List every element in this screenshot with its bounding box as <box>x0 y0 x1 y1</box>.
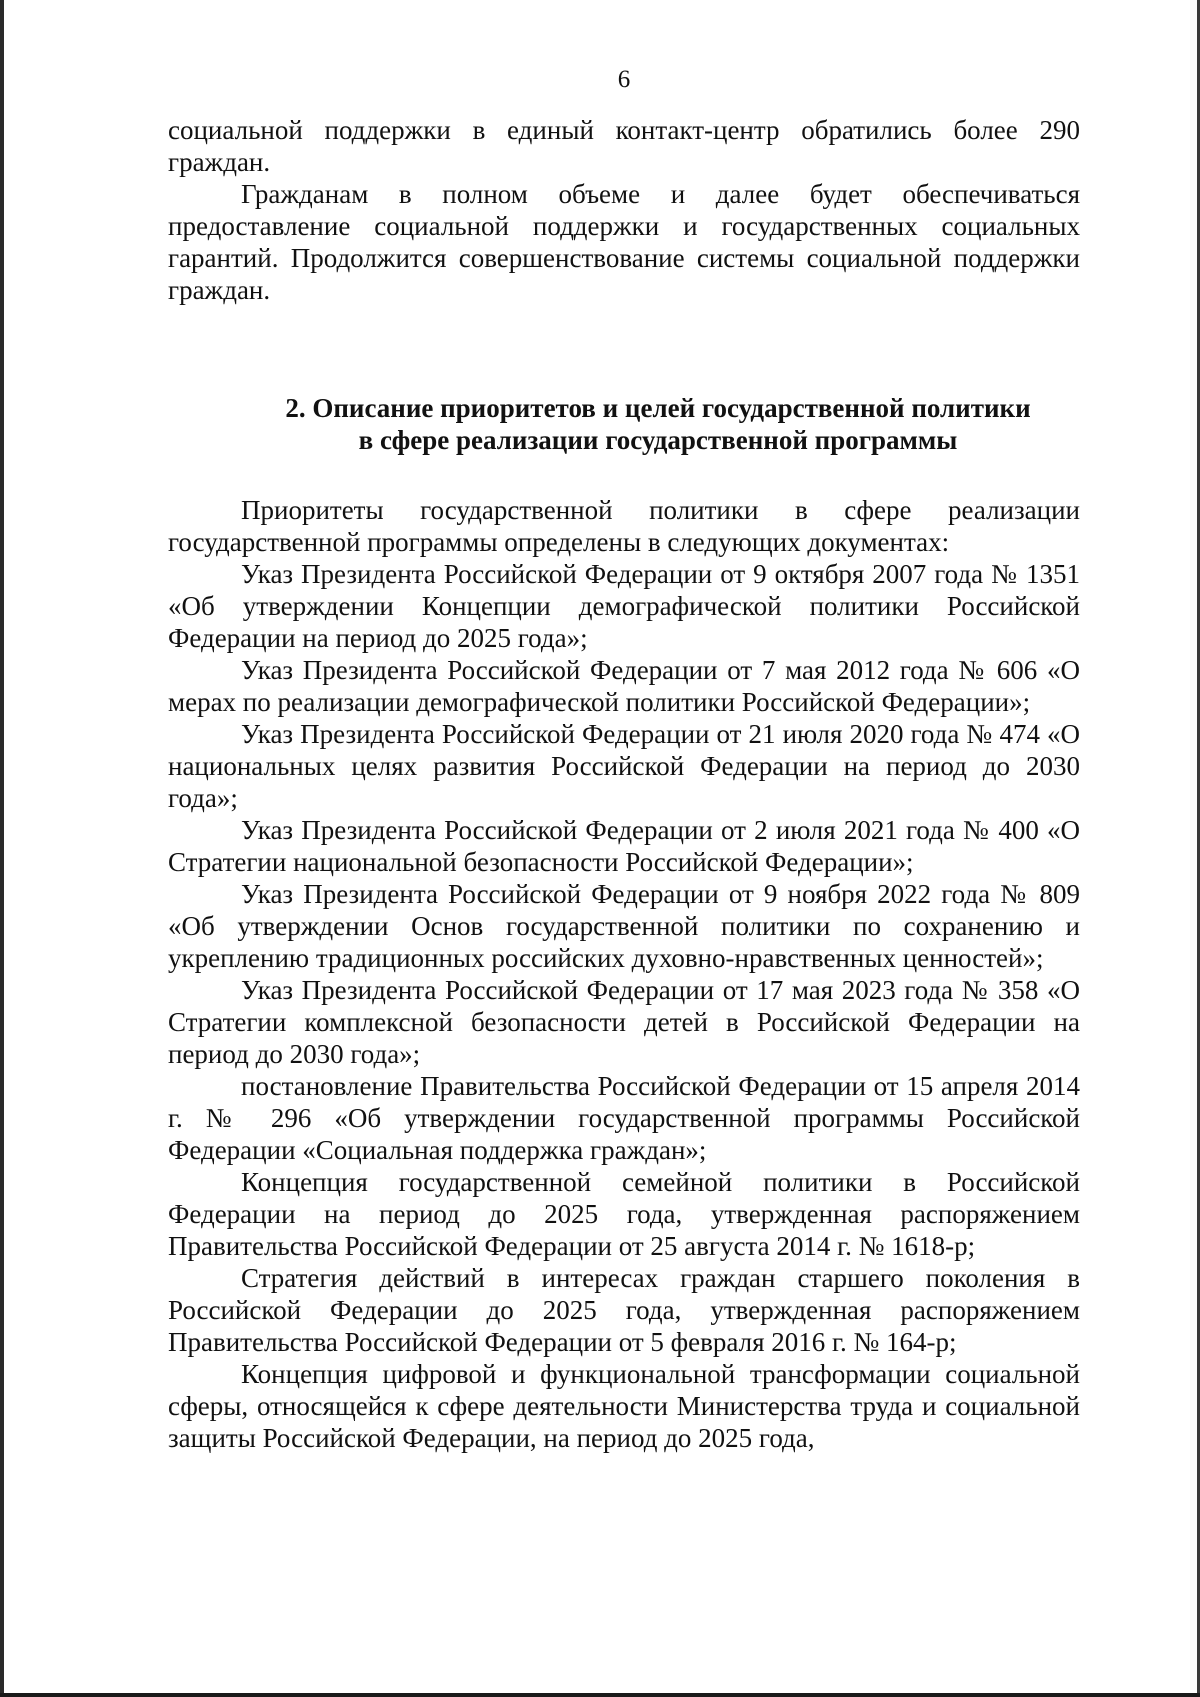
page-number: 6 <box>617 66 631 93</box>
section-heading <box>168 392 1080 456</box>
priorities-paragraph: Приоритеты государственной политики в сфере реализации государственной программы определены в следующих документах: <box>168 495 1080 557</box>
document-item: Указ Президента Российской Федерации от 9 ноября 2022 года № 809 «Об утверждении Основ государственной политики по сохранению и укреплению традиционных российских духовно-нравственных ценностей»; <box>168 879 1080 973</box>
section-heading-line-1: 2. Описание приоритетов и целей государственной политики <box>285 393 1031 423</box>
intro-paragraph: Гражданам в полном объеме и далее будет обеспечиваться предоставление социальной поддержки и государственных социальных гарантий. Продолжится совершенствование системы социальной поддержки граждан. <box>168 179 1080 305</box>
document-item: Концепция цифровой и функциональной трансформации социальной сферы, относящейся к сфере деятельности Министерства труда и социальной защиты Российской Федерации, на период до 2025 года, <box>168 1359 1080 1453</box>
document-item: Указ Президента Российской Федерации от 2 июля 2021 года № 400 «О Стратегии национальной безопасности Российской Федерации»; <box>168 815 1080 877</box>
document-body <box>168 114 1080 1454</box>
document-item: Указ Президента Российской Федерации от 7 мая 2012 года № 606 «О мерах по реализации демографической политики Российской Федерации»; <box>168 655 1080 717</box>
document-item: постановление Правительства Российской Федерации от 15 апреля 2014 г. № 296 «Об утверждении государственной программы Российской Федерации «Социальная поддержка граждан»; <box>168 1071 1080 1165</box>
document-item: Указ Президента Российской Федерации от 21 июля 2020 года № 474 «О национальных целях развития Российской Федерации на период до 2030 года»; <box>168 719 1080 813</box>
document-item: Указ Президента Российской Федерации от 9 октября 2007 года № 1351 «Об утверждении Концепции демографической политики Российской Федерации на период до 2025 года»; <box>168 559 1080 653</box>
scan-edge-bottom <box>0 1693 1200 1697</box>
document-item: Концепция государственной семейной политики в Российской Федерации на период до 2025 года, утвержденная распоряжением Правительства Российской Федерации от 25 августа 2014 г. № 1618-р; <box>168 1167 1080 1261</box>
document-item: Указ Президента Российской Федерации от 17 мая 2023 года № 358 «О Стратегии комплексной безопасности детей в Российской Федерации на период до 2030 года»; <box>168 975 1080 1069</box>
document-item: Стратегия действий в интересах граждан старшего поколения в Российской Федерации до 2025 года, утвержденная распоряжением Правительства Российской Федерации от 5 февраля 2016 г. № 164-р; <box>168 1263 1080 1357</box>
section-heading-line-2: в сфере реализации государственной программы <box>358 425 958 455</box>
scan-edge-left <box>0 0 4 1697</box>
continuation-paragraph: социальной поддержки в единый контакт-центр обратились более 290 граждан. <box>168 115 1080 177</box>
